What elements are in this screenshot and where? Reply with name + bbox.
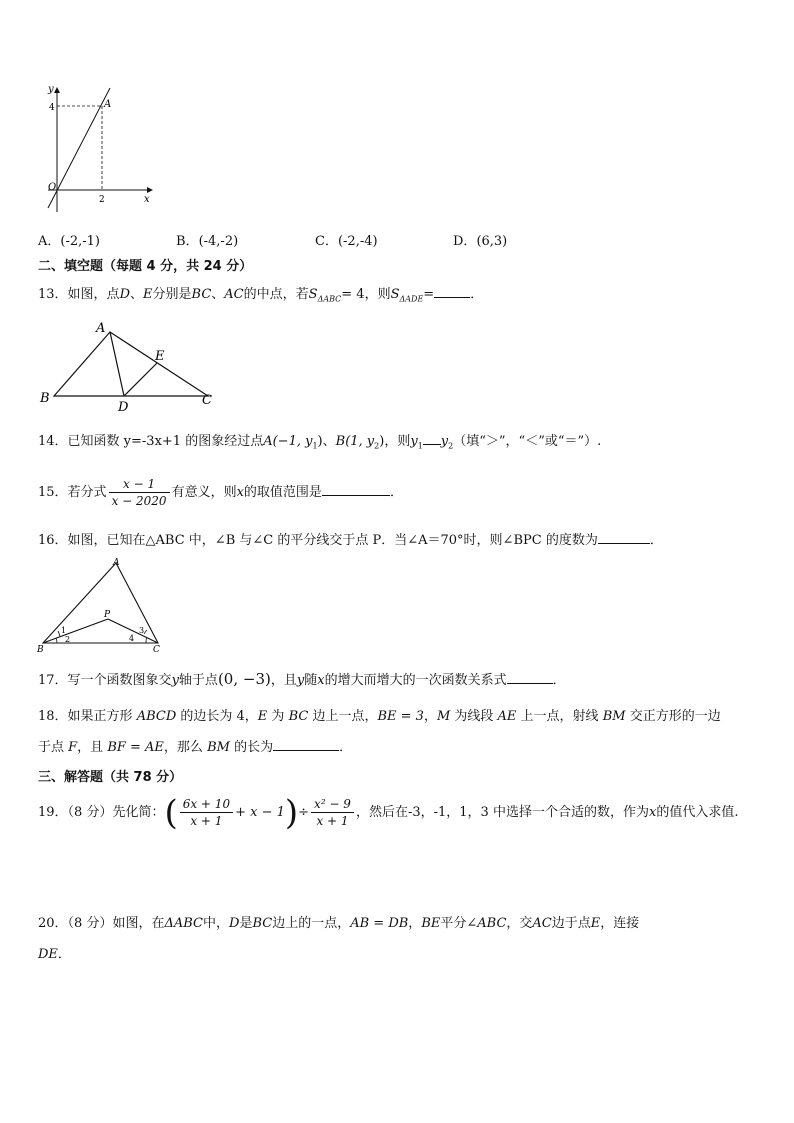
question-20-line-2: DE． [38, 947, 71, 962]
y-axis-label: y [48, 84, 54, 95]
vertex-a: A [96, 321, 106, 336]
vertex-a: A [113, 558, 120, 568]
question-18-line-2: 于点 F，且 BF = AE，那么 BM 的长为 ． [38, 740, 353, 755]
angle-4: 4 [129, 634, 135, 643]
angle-3: 3 [139, 626, 145, 635]
x-tick-label: 2 [99, 195, 105, 205]
triangle-figure-13 [38, 318, 223, 413]
vertex-d: D [118, 400, 129, 413]
angle-2: 2 [65, 635, 71, 644]
answer-blank-13[interactable] [434, 285, 470, 298]
question-20-line-1: 20．（8 分）如图，在ΔABC中，D是BC边上的一点，AB = DB，BE平分∠ABC，交AC边于点E，连接 [38, 916, 640, 931]
option-c: C．(-2,-4) [315, 234, 378, 249]
fraction-15: $\frac{x - 1}{x - 2020}$ [109, 476, 170, 509]
angle-1: 1 [61, 626, 67, 635]
section-solve-heading: 三、解答题（共 78 分） [38, 770, 183, 785]
x-axis-label: x [144, 194, 150, 205]
y-tick-label: 4 [49, 103, 55, 113]
point-p: P [104, 610, 111, 620]
vertex-c: C [202, 393, 212, 408]
question-19: 19．（8 分）先化简：( $\frac{6x + 10}{x + 1}$ + x − 1)÷ $\frac{\text{x² − 9}}{x + 1}$ ，然后在-3，-1，1，3 中选择一个合适的数，作为x的值代入求值. [38, 792, 739, 833]
option-b: B．(-4,-2) [176, 234, 239, 249]
question-14: 14．已知函数 y=-3x+1 的图象经过点A(−1, $y_1$)、B(1, $y_2$)，则$y_1$ $y_2$（填“＞”，“＜”或“＝”）. [38, 434, 602, 451]
fraction-19-a: $\frac{6x + 10}{x + 1}$ [180, 796, 233, 829]
question-13: 13．如图，点D、E分别是BC、AC的中点，若$S_{\Delta ABC}= 4$，则$S_{\Delta ADE}=$ ． [38, 287, 484, 304]
question-17: 17．写一个函数图象交y轴于点(0, −3)，且y随x的增大而增大的一次函数关系式 ． [38, 670, 566, 688]
option-d: D．(6,3) [453, 234, 508, 249]
vertex-c: C [153, 645, 160, 654]
triangle-figure-16 [36, 557, 166, 654]
vertex-e: E [155, 349, 165, 364]
answer-blank-14[interactable] [423, 432, 441, 445]
answer-blank-18[interactable] [273, 738, 339, 751]
origin-label: O [48, 182, 57, 193]
point-a-label: A [104, 99, 112, 110]
answer-blank-17[interactable] [507, 671, 553, 684]
vertex-b: B [37, 645, 44, 654]
section-fill-blank-heading: 二、填空题（每题 4 分，共 24 分） [38, 259, 253, 274]
linear-function-graph [40, 80, 170, 215]
answer-blank-15[interactable] [322, 483, 390, 496]
answer-blank-16[interactable] [598, 531, 650, 544]
question-15: 15．若分式 $\frac{x - 1}{x - 2020}$ 有意义，则x的取值范围是 ． [38, 477, 403, 508]
question-16: 16．如图，已知在△ABC 中，∠B 与∠C 的平分线交于点 P．当∠A＝70°时，则∠BPC 的度数为 ． [38, 533, 663, 548]
option-a: A．(-2,-1) [38, 234, 100, 249]
question-18-line-1: 18．如果正方形 ABCD 的边长为 4，E 为 BC 边上一点，BE = 3，M 为线段 AE 上一点，射线 BM 交正方形的一边 [38, 709, 721, 724]
vertex-b: B [40, 391, 50, 406]
fraction-19-b: $\frac{\text{x² − 9}}{x + 1}$ [311, 796, 354, 829]
